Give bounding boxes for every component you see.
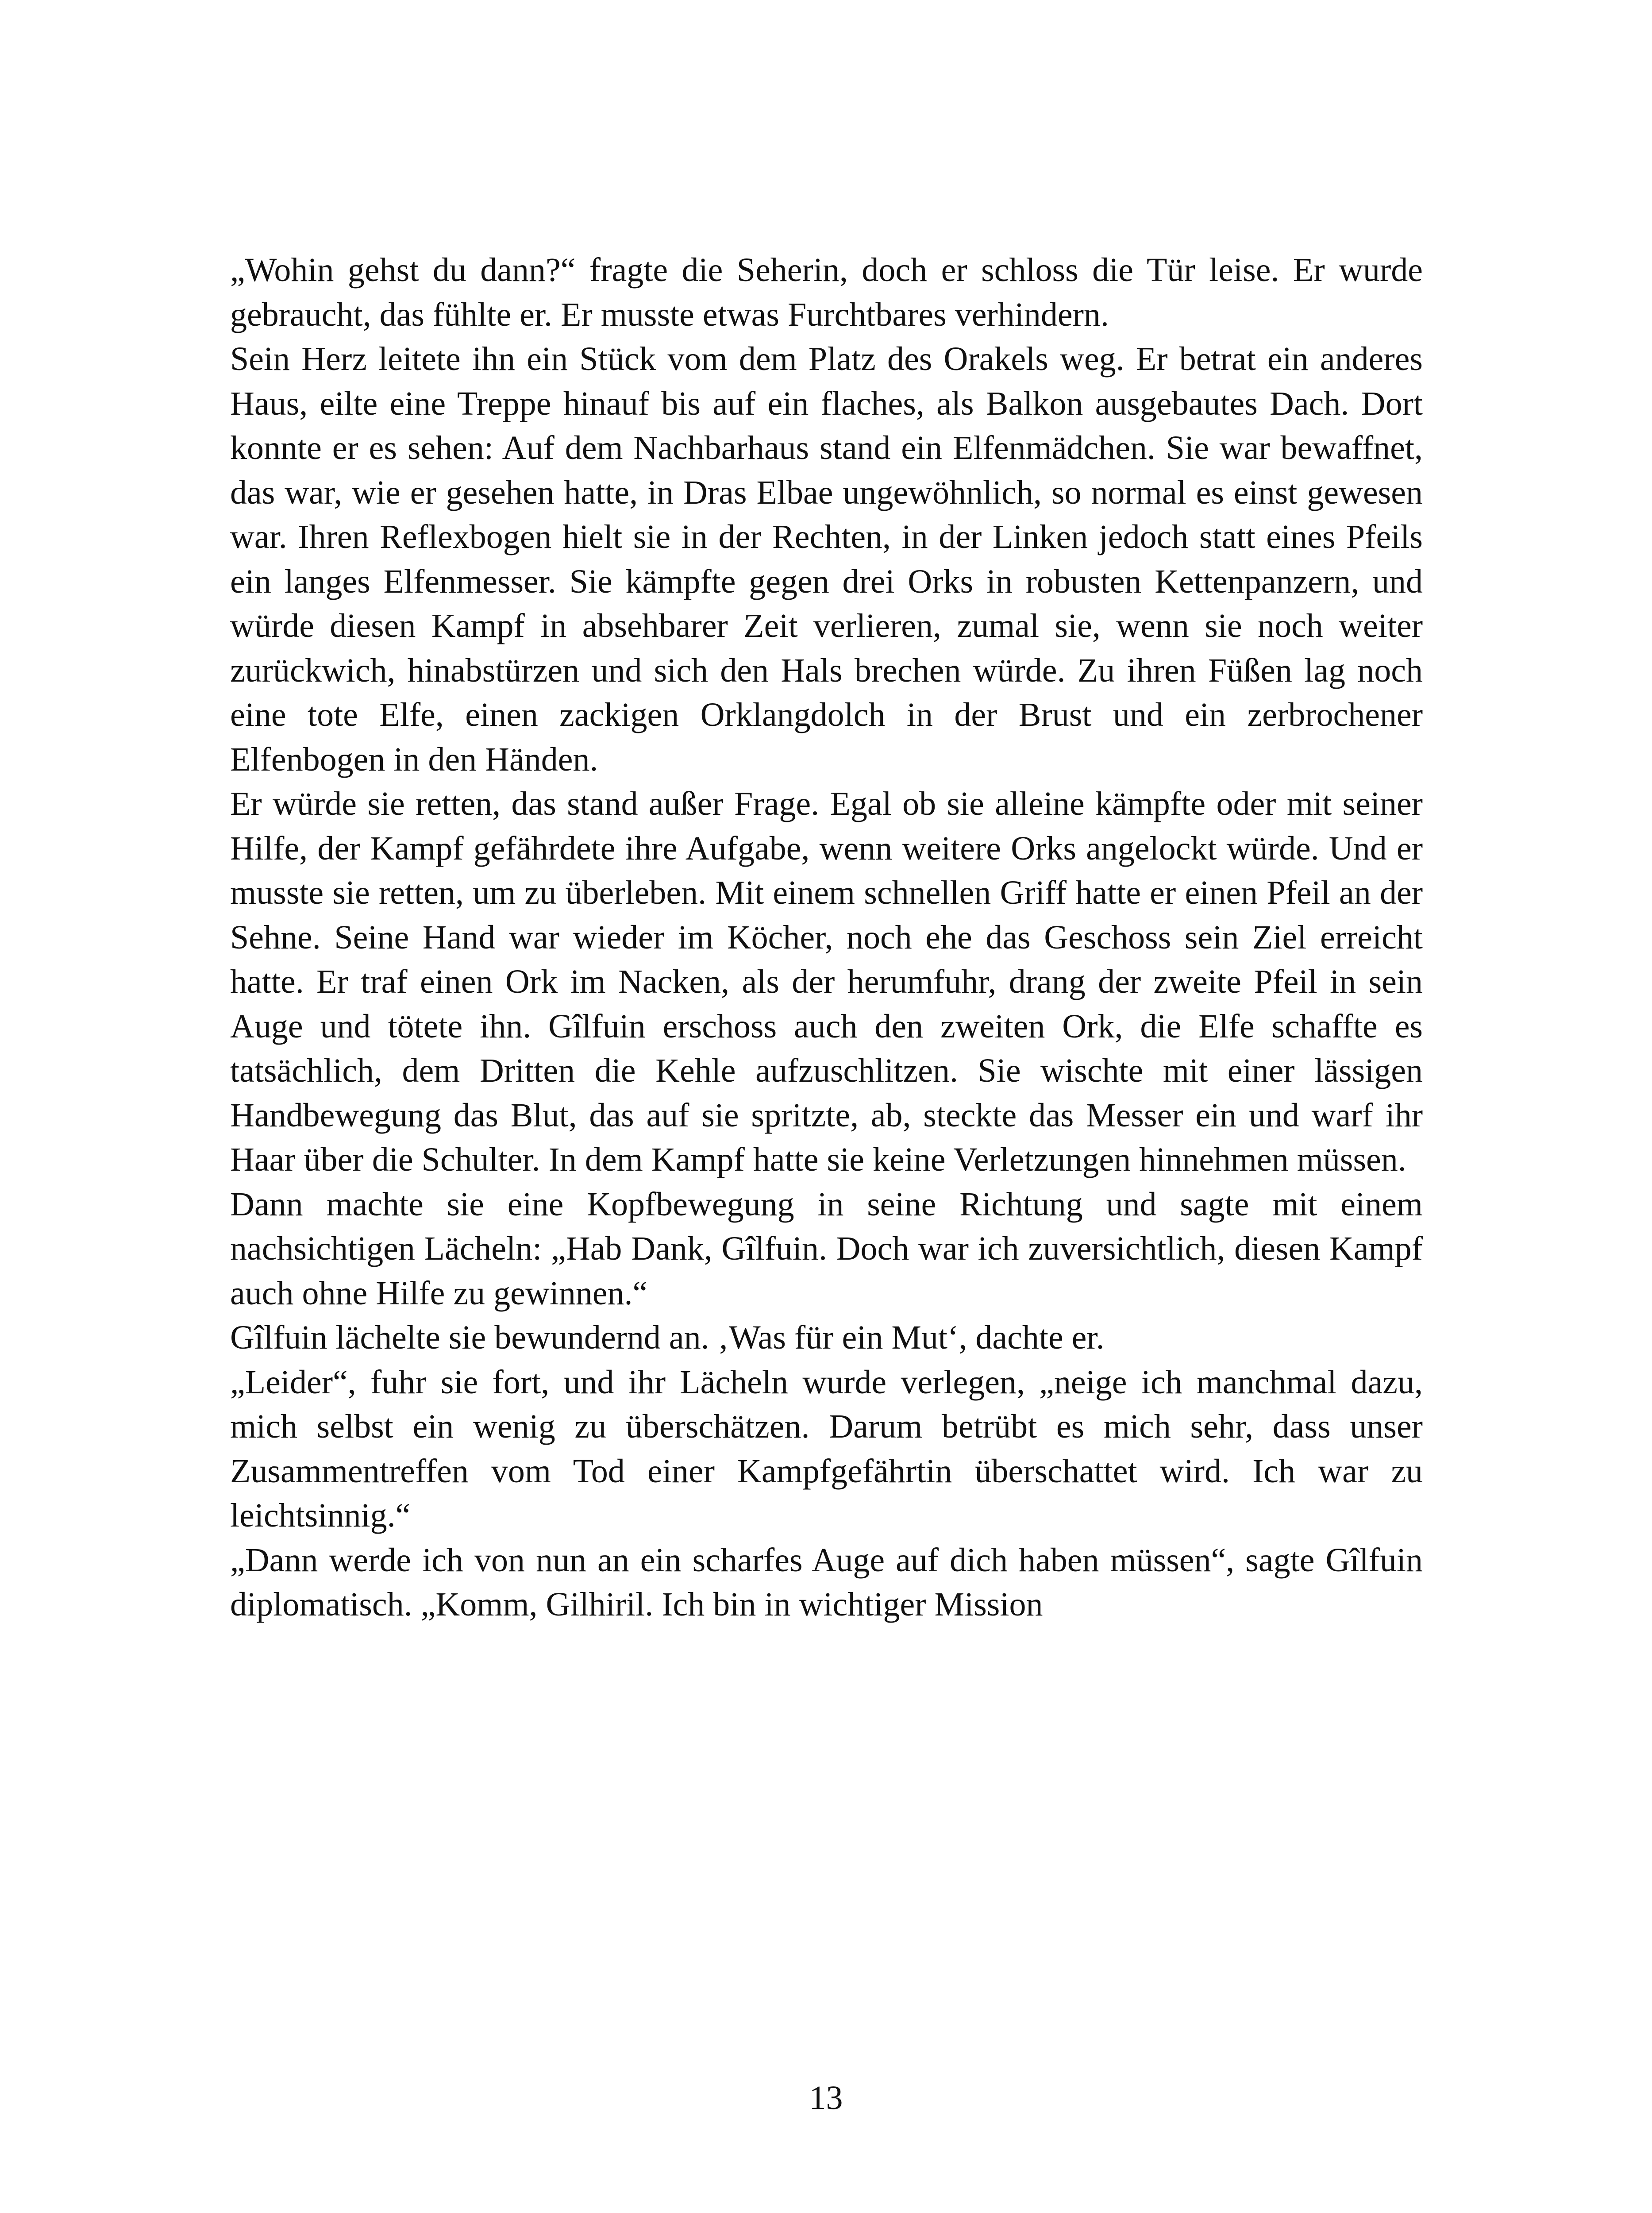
paragraph-5: Gîlfuin lächelte sie bewundernd an. ‚Was für ein Mut‘, dachte er.	[230, 1319, 1105, 1356]
page-number: 13	[809, 2079, 843, 2117]
paragraph-6: „Leider“, fuhr sie fort, und ihr Lächeln wurde verlegen, „neige ich manchmal dazu, mich selbst ein wenig zu überschätzen. Darum betrübt es mich sehr, dass unser Zusammentreffen vom Tod einer Kampfgefährtin überschattet wird. Ich war zu leichtsinnig.“	[230, 1363, 1423, 1534]
body-text	[230, 248, 1423, 1627]
paragraph-4: Dann machte sie eine Kopfbewegung in seine Richtung und sagte mit einem nachsichtigen Lächeln: „Hab Dank, Gîlfuin. Doch war ich zuversichtlich, diesen Kampf auch ohne Hilfe zu gewinnen.“	[230, 1185, 1423, 1312]
paragraph-7: „Dann werde ich von nun an ein scharfes Auge auf dich haben müssen“, sagte Gîlfuin diplomatisch. „Komm, Gilhiril. Ich bin in wichtiger Mission	[230, 1541, 1423, 1623]
paragraph-3: Er würde sie retten, das stand außer Frage. Egal ob sie alleine kämpfte oder mit seiner Hilfe, der Kampf gefährdete ihre Aufgabe, wenn weitere Orks angelockt würde. Und er musste sie retten, um zu überleben. Mit einem schnellen Griff hatte er einen Pfeil an der Sehne. Seine Hand war wieder im Köcher, noch ehe das Geschoss sein Ziel erreicht hatte. Er traf einen Ork im Nacken, als der herumfuhr, drang der zweite Pfeil in sein Auge und tötete ihn. Gîlfuin erschoss auch den zweiten Ork, die Elfe schaffte es tatsächlich, dem Dritten die Kehle aufzuschlitzen. Sie wischte mit einer lässigen Handbewegung das Blut, das auf sie spritzte, ab, steckte das Messer ein und warf ihr Haar über die Schulter. In dem Kampf hatte sie keine Verletzungen hinnehmen müssen.	[230, 785, 1423, 1178]
paragraph-2: Sein Herz leitete ihn ein Stück vom dem Platz des Orakels weg. Er betrat ein anderes Haus, eilte eine Treppe hinauf bis auf ein flaches, als Balkon ausgebautes Dach. Dort konnte er es sehen: Auf dem Nachbarhaus stand ein Elfenmädchen. Sie war bewaffnet, das war, wie er gesehen hatte, in Dras Elbae ungewöhnlich, so normal es einst gewesen war. Ihren Reflexbogen hielt sie in der Rechten, in der Linken jedoch statt eines Pfeils ein langes Elfenmesser. Sie kämpfte gegen drei Orks in robusten Kettenpanzern, und würde diesen Kampf in absehbarer Zeit verlieren, zumal sie, wenn sie noch weiter zurückwich, hinabstürzen und sich den Hals brechen würde. Zu ihren Füßen lag noch eine tote Elfe, einen zackigen Orklangdolch in der Brust und ein zerbrochener Elfenbogen in den Händen.	[230, 340, 1423, 778]
paragraph-1: „Wohin gehst du dann?“ fragte die Seherin, doch er schloss die Tür leise. Er wurde gebraucht, das fühlte er. Er musste etwas Furchtbares verhindern.	[230, 251, 1423, 333]
